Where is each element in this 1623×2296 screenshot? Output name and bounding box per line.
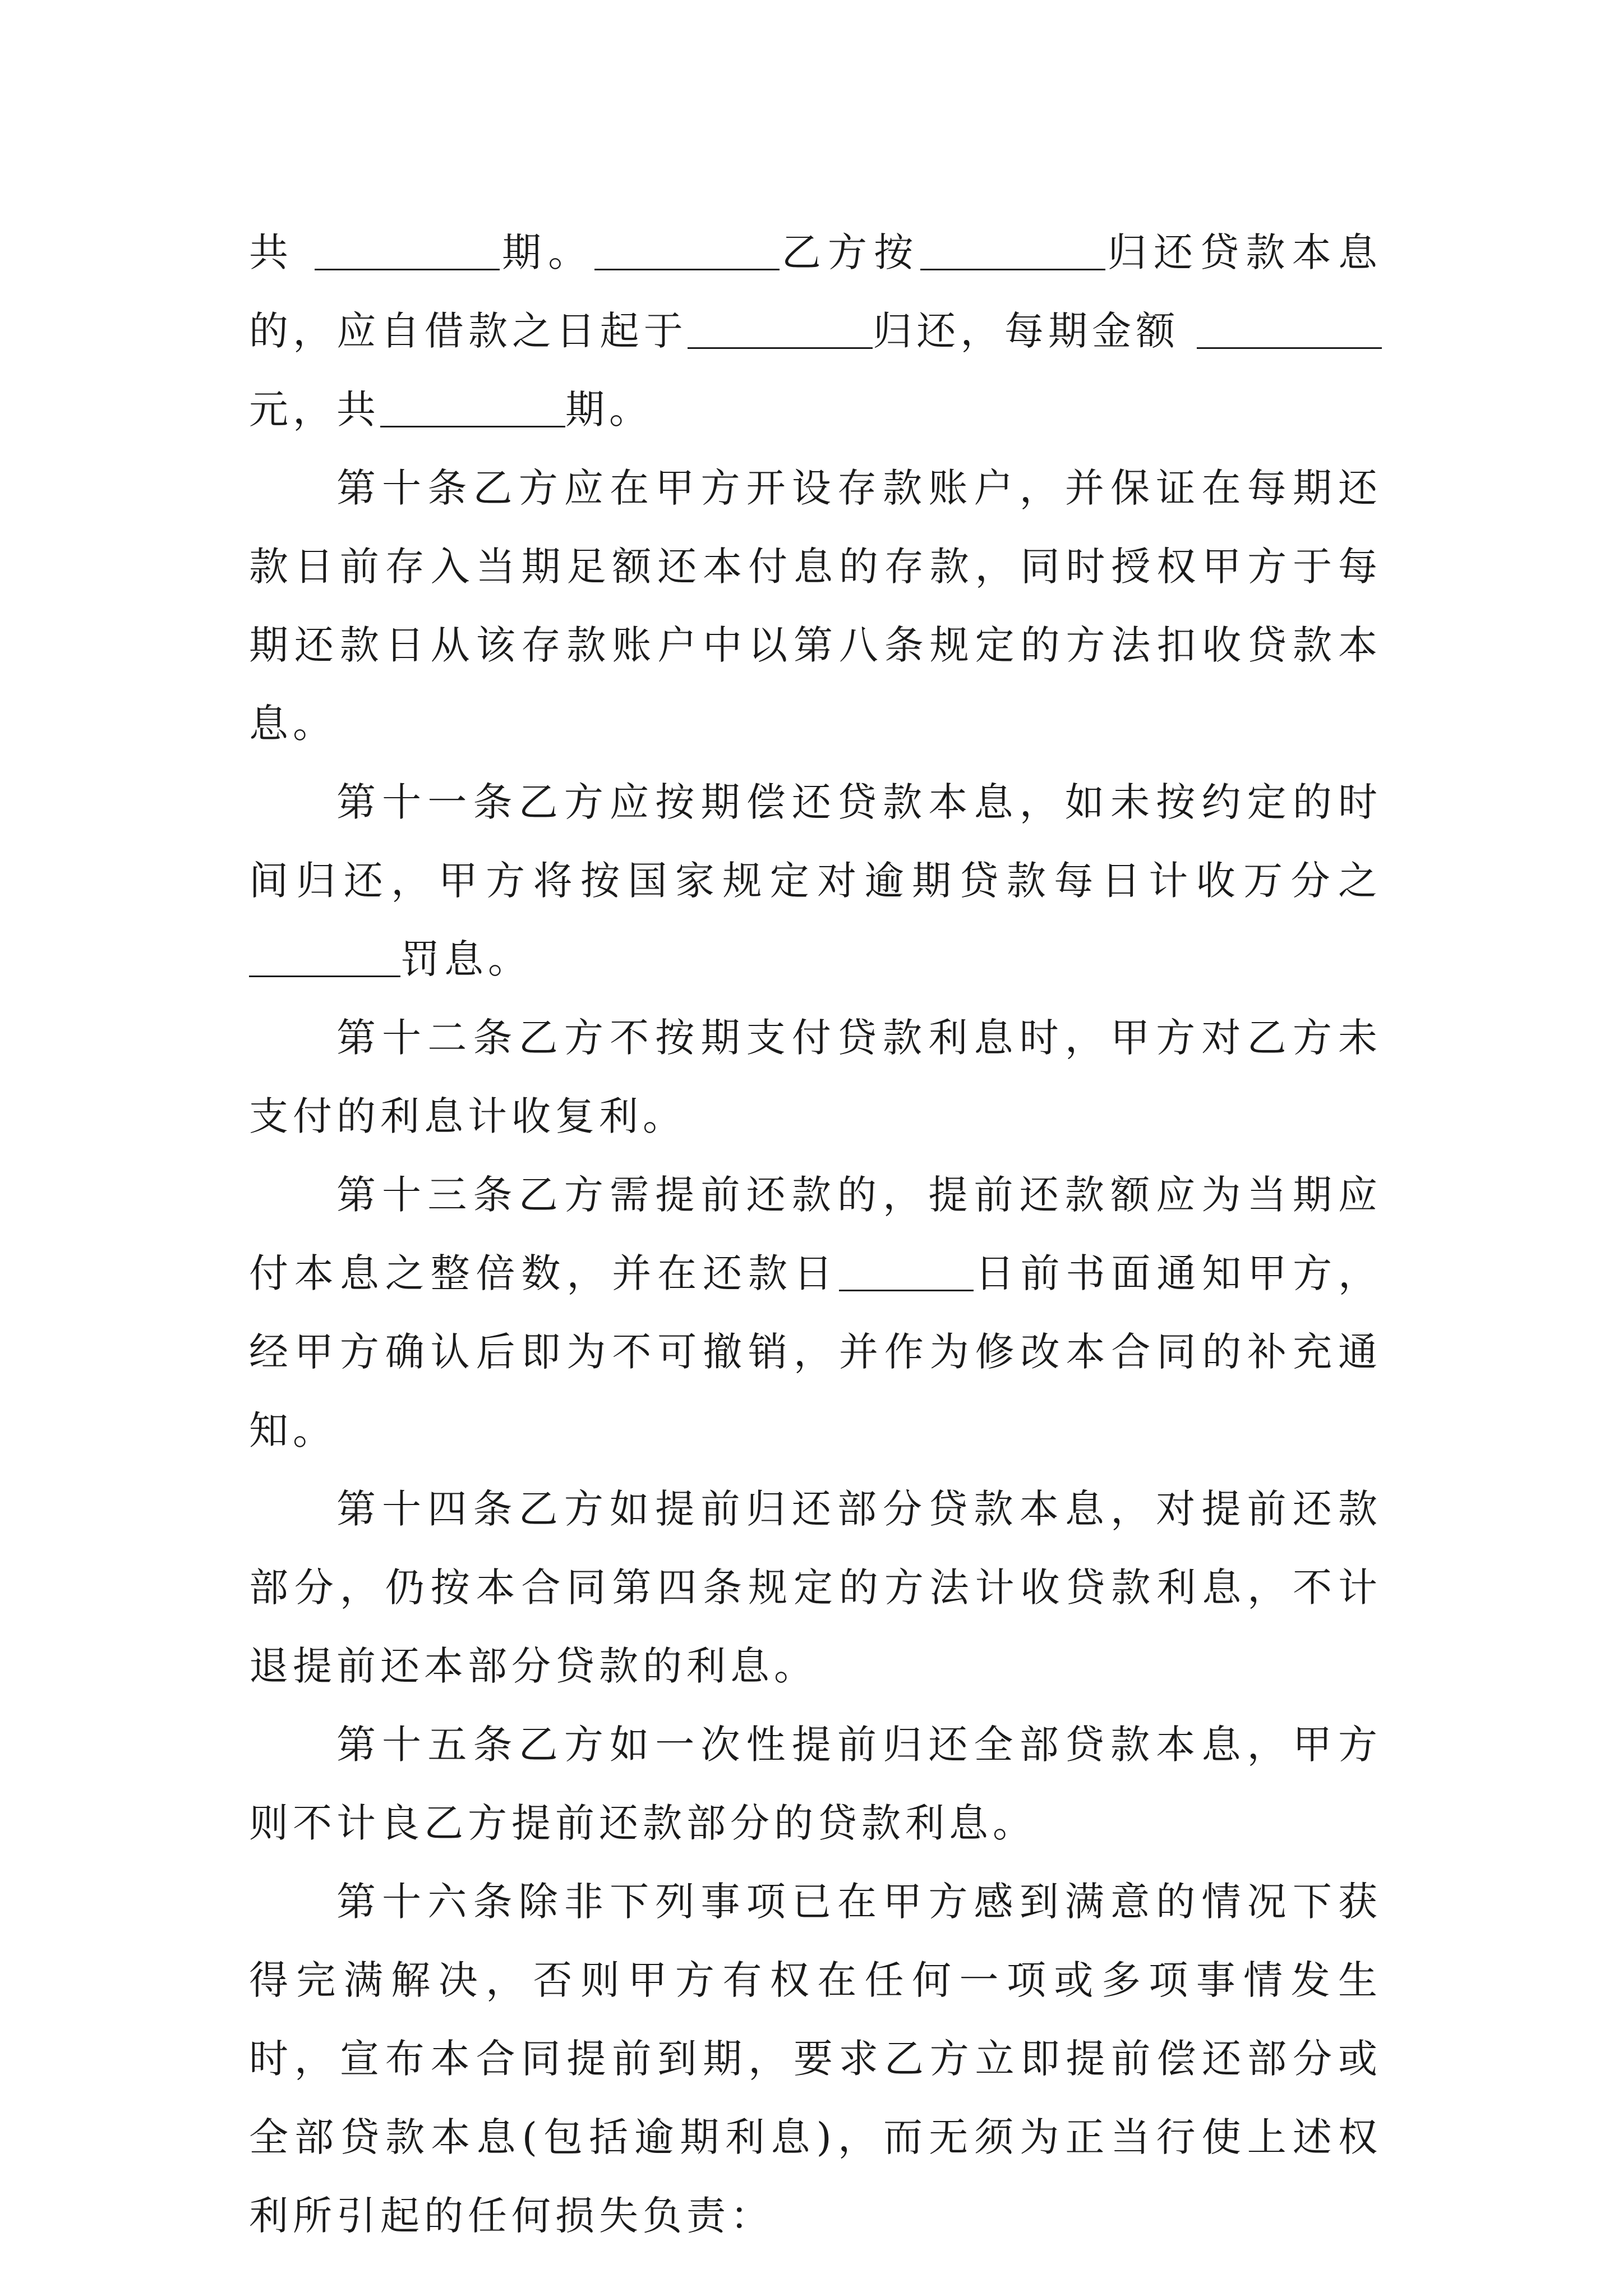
paragraph-text: 罚息。: [400, 936, 532, 982]
paragraph-article-11: [249, 763, 1382, 999]
fill-in-blank: [380, 386, 565, 427]
paragraph-text: 共: [249, 229, 315, 275]
paragraph-text: 乙方按: [779, 229, 920, 275]
fill-in-blank: [688, 308, 873, 349]
paragraph-text: 元，共: [249, 386, 380, 432]
paragraph-text: 日前书面通知甲方，经甲方确认后即为不可撤销，并作为修改本合同的补充通知。: [249, 1250, 1382, 1453]
paragraph-text: 第十四条乙方如提前归还部分贷款本息，对提前还款部分，仍按本合同第四条规定的方法计收贷款利息，不计退提前还本部分贷款的利息。: [249, 1486, 1382, 1689]
fill-in-blank: [315, 229, 500, 270]
paragraph-article-16: [249, 1862, 1382, 2255]
paragraph-text: 期。: [499, 229, 594, 275]
paragraph-article-13: [249, 1156, 1382, 1470]
paragraph-text: 归还贷款本息的，应自借款之日起于: [249, 229, 1382, 354]
fill-in-blank: [249, 936, 400, 977]
paragraph-article-10: [249, 449, 1382, 763]
paragraph-text: 第十一条乙方应按期偿还贷款本息，如未按约定的时间归还，甲方将按国家规定对逾期贷款每日计收万分之: [249, 779, 1382, 904]
paragraph-article-14: [249, 1470, 1382, 1705]
fill-in-blank: [594, 229, 780, 270]
fill-in-blank: [920, 229, 1105, 270]
paragraph-article-15: [249, 1705, 1382, 1862]
document-body: [249, 213, 1382, 2255]
paragraph-text: 第十五条乙方如一次性提前归还全部贷款本息，甲方则不计良乙方提前还款部分的贷款利息。: [249, 1722, 1382, 1846]
fill-in-blank: [839, 1250, 974, 1291]
paragraph-text: 归还，每期金额: [872, 308, 1197, 354]
paragraph-text: 第十二条乙方不按期支付贷款利息时，甲方对乙方未支付的利息计收复利。: [249, 1015, 1382, 1139]
paragraph-text: 第十六条除非下列事项已在甲方感到满意的情况下获得完满解决，否则甲方有权在任何一项或多项事情发生时，宣布本合同提前到期，要求乙方立即提前偿还部分或全部贷款本息(包括逾期利息)，而无须为正当行使上述权利所引起的任何损失负责：: [249, 1879, 1382, 2239]
paragraph-text: 期。: [565, 386, 653, 432]
paragraph-installment-terms: [249, 213, 1382, 449]
paragraph-text: 第十三条乙方需提前还款的，提前还款额应为当期应付本息之整倍数，并在还款日: [249, 1172, 1382, 1296]
paragraph-text: 第十条乙方应在甲方开设存款账户，并保证在每期还款日前存入当期足额还本付息的存款，同时授权甲方于每期还款日从该存款账户中以第八条规定的方法扣收贷款本息。: [249, 465, 1382, 747]
paragraph-article-12: [249, 999, 1382, 1156]
fill-in-blank: [1197, 308, 1382, 349]
